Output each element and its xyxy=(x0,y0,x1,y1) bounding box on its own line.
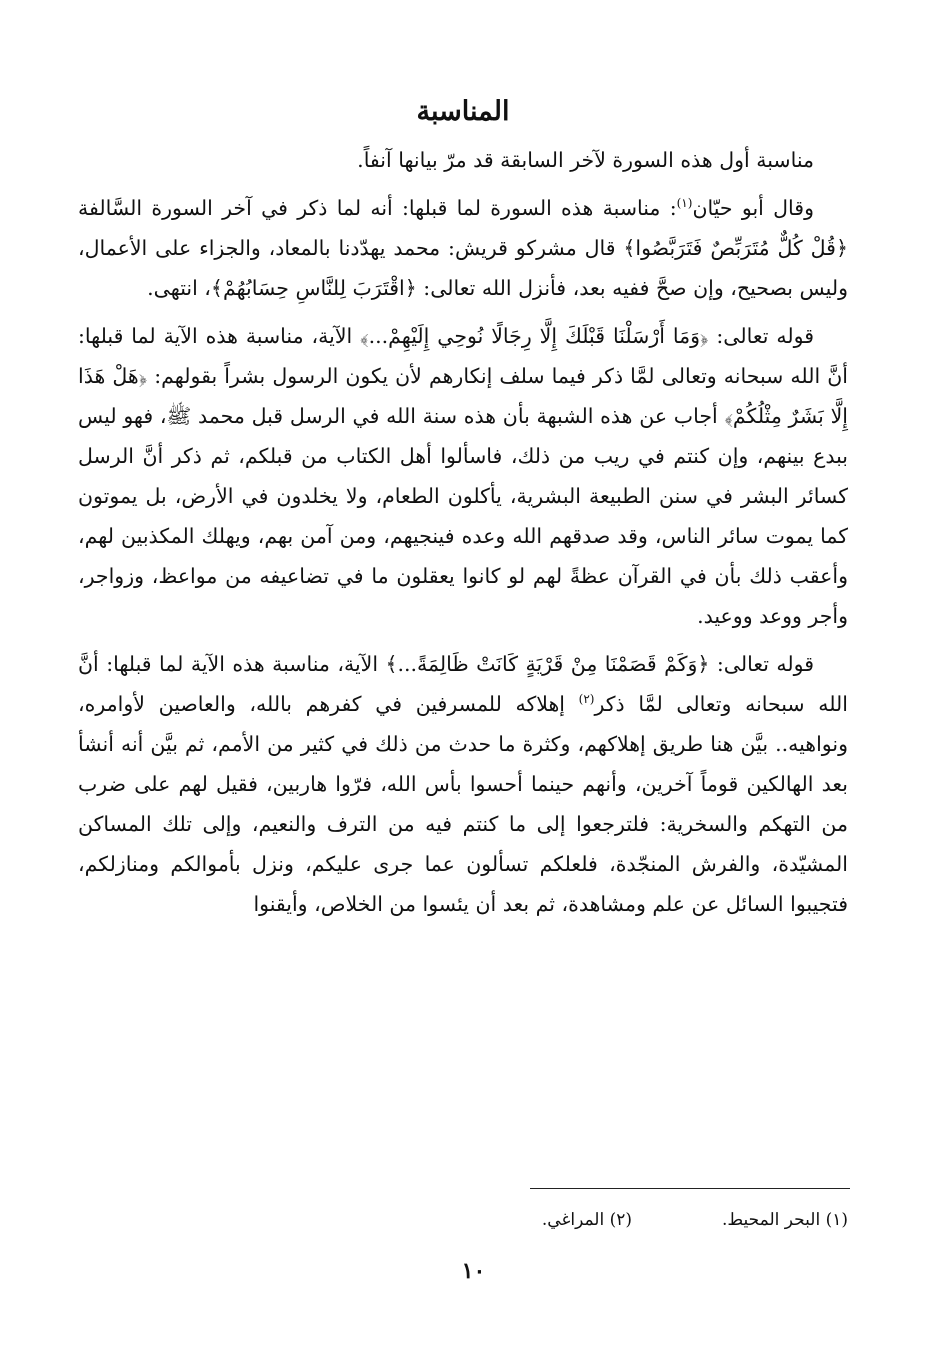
footnote-2: (٢) المراغي. xyxy=(541,1210,633,1230)
page-title: المناسبة xyxy=(416,96,510,127)
paragraph-3-text: قوله تعالى: ﴿وَمَا أَرْسَلْنَا قَبْلَكَ إِلَّا رِجَالًا نُوحِي إِلَيْهِمْ...﴾ الآية، مناسبة هذه الآية لما قبلها: أنَّ الله سبحانه وتعالى لمَّا ذكر فيما سلف إنكارهم لأن يكون الرسول بشراً بقولهم: ﴿هَلْ هَذَا إِلَّا بَشَرٌ مِثْلُكُمْ﴾ أجاب عن هذه الشبهة بأن هذه سنة الله في الرسل قبل محمد ﷺ، فهو ليس ببدع بينهم، وإن كنتم في ريب من ذلك، فاسألوا أهل الكتاب من قبلكم، ثم ذكر أنَّ الرسل كسائر البشر في سنن الطبيعة البشرية، يأكلون الطعام، ولا يخلدون في الأرض، بل يموتون كما يموت سائر الناس، وقد صدقهم الله وعده فينجيهم، ومن آمن بهم، ويهلك المكذبين لهم، وأعقب ذلك بأن في القرآن عظةً لهم لو كانوا يعقلون ما في تضاعيفه من مواعظ، وزواجر، وأجر ووعد ووعيد. xyxy=(78,324,848,628)
paragraph-1-text: مناسبة أول هذه السورة لآخر السابقة قد مرّ بيانها آنفاً. xyxy=(357,148,814,172)
footnote-ref-2[interactable]: (٢) xyxy=(578,692,595,707)
page-number: ١٠ xyxy=(461,1258,486,1284)
footnote-divider xyxy=(530,1188,850,1189)
paragraph-4-text-end: إهلاكه للمسرفين في كفرهم بالله، والعاصين لأوامره، ونواهيه.. بيَّن هنا طريق إهلاكهم، وكثرة ما حدث من ذلك في كثير من الأمم، ثم بيَّن أنه أنشأ بعد الهالكين قوماً آخرين، وأنهم حينما أحسوا بأس الله، فرّوا هاربين، فقيل لهم على ضرب من التهكم والسخرية: فلترجعوا إلى ما كنتم فيه من الترف والنعيم، وإلى تلك المساكن المشيّدة، والفرش المنجّدة، فلعلكم تسألون عما جرى عليكم، ونزل بأموالكم ومنازلكم، فتجيبوا السائل عن علم ومشاهدة، ثم بعد أن يئسوا من الخلاص، وأيقنوا xyxy=(78,692,848,916)
footnotes xyxy=(78,1206,848,1234)
footnote-ref-1[interactable]: (١) xyxy=(676,196,693,211)
paragraph-2-text-start: وقال أبو حيّان xyxy=(692,196,814,220)
paragraph-4-text-start: قوله تعالى: ﴿وَكَمْ قَصَمْنَا مِنْ قَرْيَةٍ كَانَتْ ظَالِمَةً...﴾ الآية، مناسبة هذه الآية لما قبلها: أنَّ الله سبحانه وتعالى لمَّا ذكر xyxy=(78,652,848,716)
paragraph-2 xyxy=(78,188,848,308)
paragraph-3 xyxy=(78,316,848,636)
paragraph-2-text-end: : مناسبة هذه السورة لما قبلها: أنه لما ذكر في آخر السورة السَّالفة ﴿قُلْ كُلٌّ مُتَرَبِّصٌ فَتَرَبَّصُوا﴾ قال مشركو قريش: محمد يهدّدنا بالمعاد، والجزاء على الأعمال، وليس بصحيح، وإن صحَّ ففيه بعد، فأنزل الله تعالى: ﴿اقْتَرَبَ لِلنَّاسِ حِسَابُهُمْ﴾، انتهى. xyxy=(78,196,848,300)
paragraph-1 xyxy=(78,140,848,180)
paragraph-4 xyxy=(78,644,848,924)
footnote-1: (١) البحر المحيط. xyxy=(722,1210,848,1230)
page-body xyxy=(78,90,848,924)
